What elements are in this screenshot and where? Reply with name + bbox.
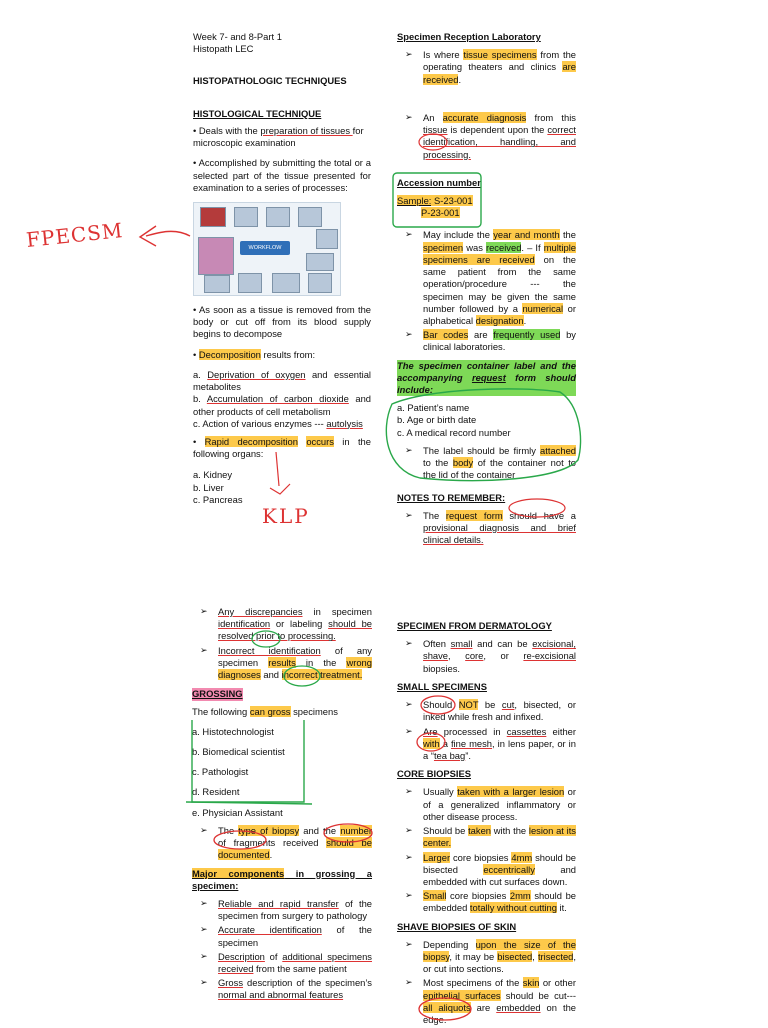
accession-item-1: ➢ May include the year and month the specimen was received. – If multiple specimens are received on the same patient from the same operation/procedure --- the specimen may be given the same number followed by a numerical or alphabetical designation. [397,229,576,327]
page-2 [0,596,768,1024]
small-specimens-title: SMALL SPECIMENS [397,680,487,692]
sample-line-1: Sample: S-23-001 [397,194,473,206]
organ-pancreas: c. Pancreas [193,493,243,505]
major-item-2: ➢ Accurate identification of the specimen [192,924,372,948]
paragraph-rapid: • Rapid decomposition occurs in the following organs: [193,435,371,460]
core-biopsies-title: CORE BIOPSIES [397,768,471,780]
grosser-physician-assistant: e. Physician Assistant [192,806,283,818]
section-title-histological-technique: HISTOLOGICAL TECHNIQUE [193,107,322,119]
discrepancy-item-1: ➢ Any discrepancies in specimen identification or labeling should be resolved prior to processing. [192,606,372,643]
page2-left-column [192,606,372,1004]
paragraph-decompose: • As soon as a tissue is removed from the body or cut off from its blood supply begins to decompose [193,303,371,340]
notes-list [397,510,576,547]
core-item-1: ➢ Usually taken with a larger lesion or of a generalized inflammatory or other disease process. [397,786,576,823]
workflow-diagram [193,202,371,298]
major-item-1: ➢ Reliable and rapid transfer of the specimen from surgery to pathology [192,898,372,922]
workflow-label: WORKFLOW [240,241,290,255]
page1-right-column [397,31,576,548]
derm-title: SPECIMEN FROM DERMATOLOGY [397,620,552,631]
header-week: Week 7- and 8-Part 1 [193,31,282,42]
handwriting-fpecsm: FPECSM [25,217,125,253]
grosser-histotechnologist: a. Histotechnologist [192,725,274,737]
grossing-intro: The following can gross specimens [192,705,338,717]
header-course: Histopath LEC [193,43,254,55]
grosser-pathologist: c. Pathologist [192,766,249,778]
major-item-4: ➢ Gross description of the specimen’s normal and abnormal features [192,977,372,1001]
notes-item-1: ➢ The request form should have a provisional diagnosis and brief clinical details. [397,510,576,547]
paragraph-accomplished: • Accomplished by submitting the total or a selected part of the tissue presented for examination to a series of processes: [193,157,371,193]
title-specimen-reception: Specimen Reception Laboratory [397,31,541,42]
derm-list [397,638,576,675]
accession-title: Accession number [397,176,481,188]
page2-ink-annotations [0,596,768,1024]
cause-c: c. Action of various enzymes --- autolysis [193,417,363,429]
main-title: HISTOPATHOLOGIC TECHNIQUES [193,75,347,87]
paragraph-decomposition: • Decomposition results from: [193,348,316,360]
core-list [397,786,576,914]
label-item-attach: ➢ The label should be firmly attached to the body of the container not to the lid of the container [397,445,576,482]
core-item-4: ➢ Small core biopsies 2mm should be embedded totally without cutting it. [397,890,576,914]
notes-title: NOTES TO REMEMBER: [397,491,506,503]
grosser-biomedical-scientist: b. Biomedical scientist [192,745,285,757]
cause-b: b. Accumulation of carbon dioxide and other products of cell metabolism [193,393,371,417]
shave-list [397,939,576,1027]
label-item-record: c. A medical record number [397,426,511,438]
reception-item-1: ➢ Is where tissue specimens from the operating theaters and clinics are received. [397,49,576,86]
reception-item-2: ➢ An accurate diagnosis from this tissue is dependent upon the correct identification, handling, and processing. [397,112,576,161]
small-item-2: ➢ Are processed in cassettes either with a fine mesh, in lens paper, or in a “tea bag”. [397,726,576,763]
small-list [397,699,576,762]
biopsy-item-1: ➢ The type of biopsy and the number of fragments received should be documented. [192,825,372,862]
major-components-title: Major components in grossing a specimen: [192,867,373,891]
major-components-list [192,898,372,1002]
shave-item-1: ➢ Depending upon the size of the biopsy, it may be bisected, trisected, or cut into sections. [397,939,576,976]
core-item-3: ➢ Larger core biopsies 4mm should be bisected eccentrically and embedded with cut surfaces down. [397,852,576,889]
label-list [397,445,576,482]
discrepancy-item-2: ➢ Incorrect identification of any specimen results in the wrong diagnoses and incorrect treatment. [192,645,372,682]
small-item-1: ➢ Should NOT be cut, bisected, or inked while fresh and infixed. [397,699,576,723]
biopsy-list [192,825,372,862]
shave-item-2: ➢ Most specimens of the skin or other epithelial surfaces should be cut--- all aliquots are embedded on the edge. [397,977,576,1026]
organ-liver: b. Liver [193,481,224,493]
derm-item-1: ➢ Often small and can be excisional, shave, core, or re-excisional biopsies. [397,638,576,675]
handwriting-klp: KLP [262,504,310,528]
accession-item-2: ➢ Bar codes are frequently used by clinical laboratories. [397,329,576,353]
page2-right-column [397,620,576,1028]
sample-line-2: P-23-001 [421,207,460,219]
shave-biopsies-title: SHAVE BIOPSIES OF SKIN [397,920,517,932]
grosser-resident: d. Resident [192,786,240,798]
label-title: The specimen container label and the accompanying request form should include: [397,359,576,396]
discrepancy-list [192,606,372,681]
paragraph-deals-with: • Deals with the preparation of tissues for microscopic examination [193,124,364,149]
major-item-3: ➢ Description of additional specimens received from the same patient [192,951,372,975]
core-item-2: ➢ Should be taken with the lesion at its center. [397,825,576,849]
label-item-age: b. Age or birth date [397,414,477,426]
accession-list [397,229,576,353]
organ-kidney: a. Kidney [193,469,233,481]
grossing-title: GROSSING [192,688,243,700]
label-item-name: a. Patient’s name [397,402,470,414]
reception-list [397,49,576,161]
cause-a: a. Deprivation of oxygen and essential metabolites [193,368,371,393]
page1-left-column [193,31,371,506]
